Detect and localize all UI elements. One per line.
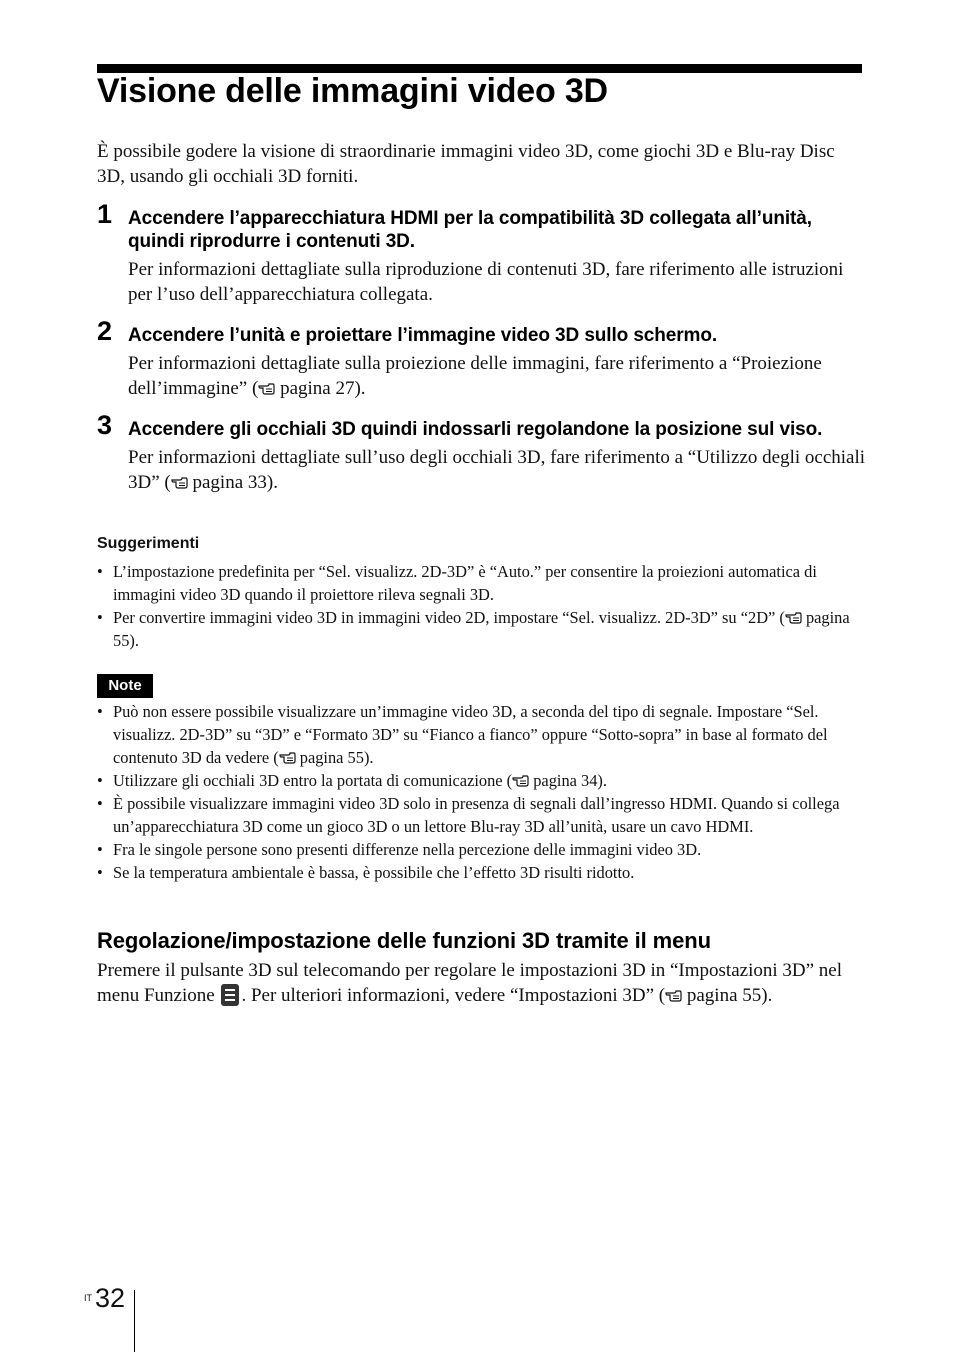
pointing-hand-icon [785, 610, 802, 624]
menu-paragraph: Premere il pulsante 3D sul telecomando per regolare le impostazioni 3D in “Impostazioni 3D” nel menu Funzione . Per ulteriori informazioni, vedere “Impostazioni 3D” ( pagina 55). [97, 960, 842, 1006]
step-description: Per informazioni dettagliate sulla proiezione delle immagini, fare riferimento a “Proiezione dell’immagine” ( pagina 27). [128, 353, 822, 399]
intro-paragraph: È possibile godere la visione di straordinarie immagini video 3D, come giochi 3D e Blu-ray Disc 3D, usando gli occhiali 3D forniti. [97, 141, 835, 187]
notes-list [97, 700, 862, 884]
page-title: Visione delle immagini video 3D [97, 72, 608, 110]
step-number: 3 [97, 410, 113, 440]
note-badge: Note [97, 674, 153, 698]
footer-divider [134, 1290, 135, 1352]
pointing-hand-icon [665, 988, 682, 1002]
list-item: • Utilizzare gli occhiali 3D entro la portata di comunicazione ( pagina 34). [97, 771, 607, 790]
function-menu-icon [221, 984, 239, 1006]
step-number: 2 [97, 316, 113, 346]
language-label: IT [84, 1293, 92, 1303]
step-1 [97, 199, 867, 307]
step-title: Accendere l’apparecchiatura HDMI per la compatibilità 3D collegata all’unità, quindi riprodurre i contenuti 3D. [128, 208, 812, 252]
step-description: Per informazioni dettagliate sull’uso degli occhiali 3D, fare riferimento a “Utilizzo degli occhiali 3D” ( pagina 33). [128, 447, 866, 493]
step-2 [97, 316, 867, 401]
pointing-hand-icon [512, 773, 529, 787]
pointing-hand-icon [258, 381, 275, 395]
list-item: • Per convertire immagini video 3D in immagini video 2D, impostare “Sel. visualizz. 2D-3D” su “2D” ( pagina 55). [97, 608, 850, 650]
list-item: • Se la temperatura ambientale è bassa, è possibile che l’effetto 3D risulti ridotto. [97, 863, 635, 882]
step-title: Accendere gli occhiali 3D quindi indossarli regolandone la posizione sul viso. [128, 419, 823, 440]
section-heading: Regolazione/impostazione delle funzioni 3D tramite il menu [97, 928, 711, 953]
list-item: • È possibile visualizzare immagini video 3D solo in presenza di segnali dall’ingresso HDMI. Quando si collega un’apparecchiatura 3D come un gioco 3D o un lettore Blu-ray 3D all’unità, usare un cavo HDMI. [97, 794, 840, 836]
tips-list [97, 560, 862, 652]
list-item: • Può non essere possibile visualizzare un’immagine video 3D, a seconda del tipo di segnale. Impostare “Sel. visualizz. 2D-3D” su “3D” e “Formato 3D” su “Fianco a fianco” oppure “Sotto-sopra” in base al formato del contenuto 3D da vedere ( pagina 55). [97, 702, 828, 767]
page-number: 32 [95, 1283, 126, 1313]
tips-heading: Suggerimenti [97, 535, 200, 552]
step-description: Per informazioni dettagliate sulla riproduzione di contenuti 3D, fare riferimento alle istruzioni per l’uso dell’apparecchiatura collegata. [128, 259, 844, 305]
list-item: • Fra le singole persone sono presenti differenze nella percezione delle immagini video 3D. [97, 840, 702, 859]
step-number: 1 [97, 199, 113, 229]
list-item: • L’impostazione predefinita per “Sel. visualizz. 2D-3D” è “Auto.” per consentire la proiezioni automatica di immagini video 3D quando il proiettore rileva segnali 3D. [97, 562, 817, 604]
pointing-hand-icon [279, 750, 296, 764]
step-3 [97, 410, 867, 495]
step-title: Accendere l’unità e proiettare l’immagine video 3D sullo schermo. [128, 325, 718, 346]
pointing-hand-icon [171, 475, 188, 489]
